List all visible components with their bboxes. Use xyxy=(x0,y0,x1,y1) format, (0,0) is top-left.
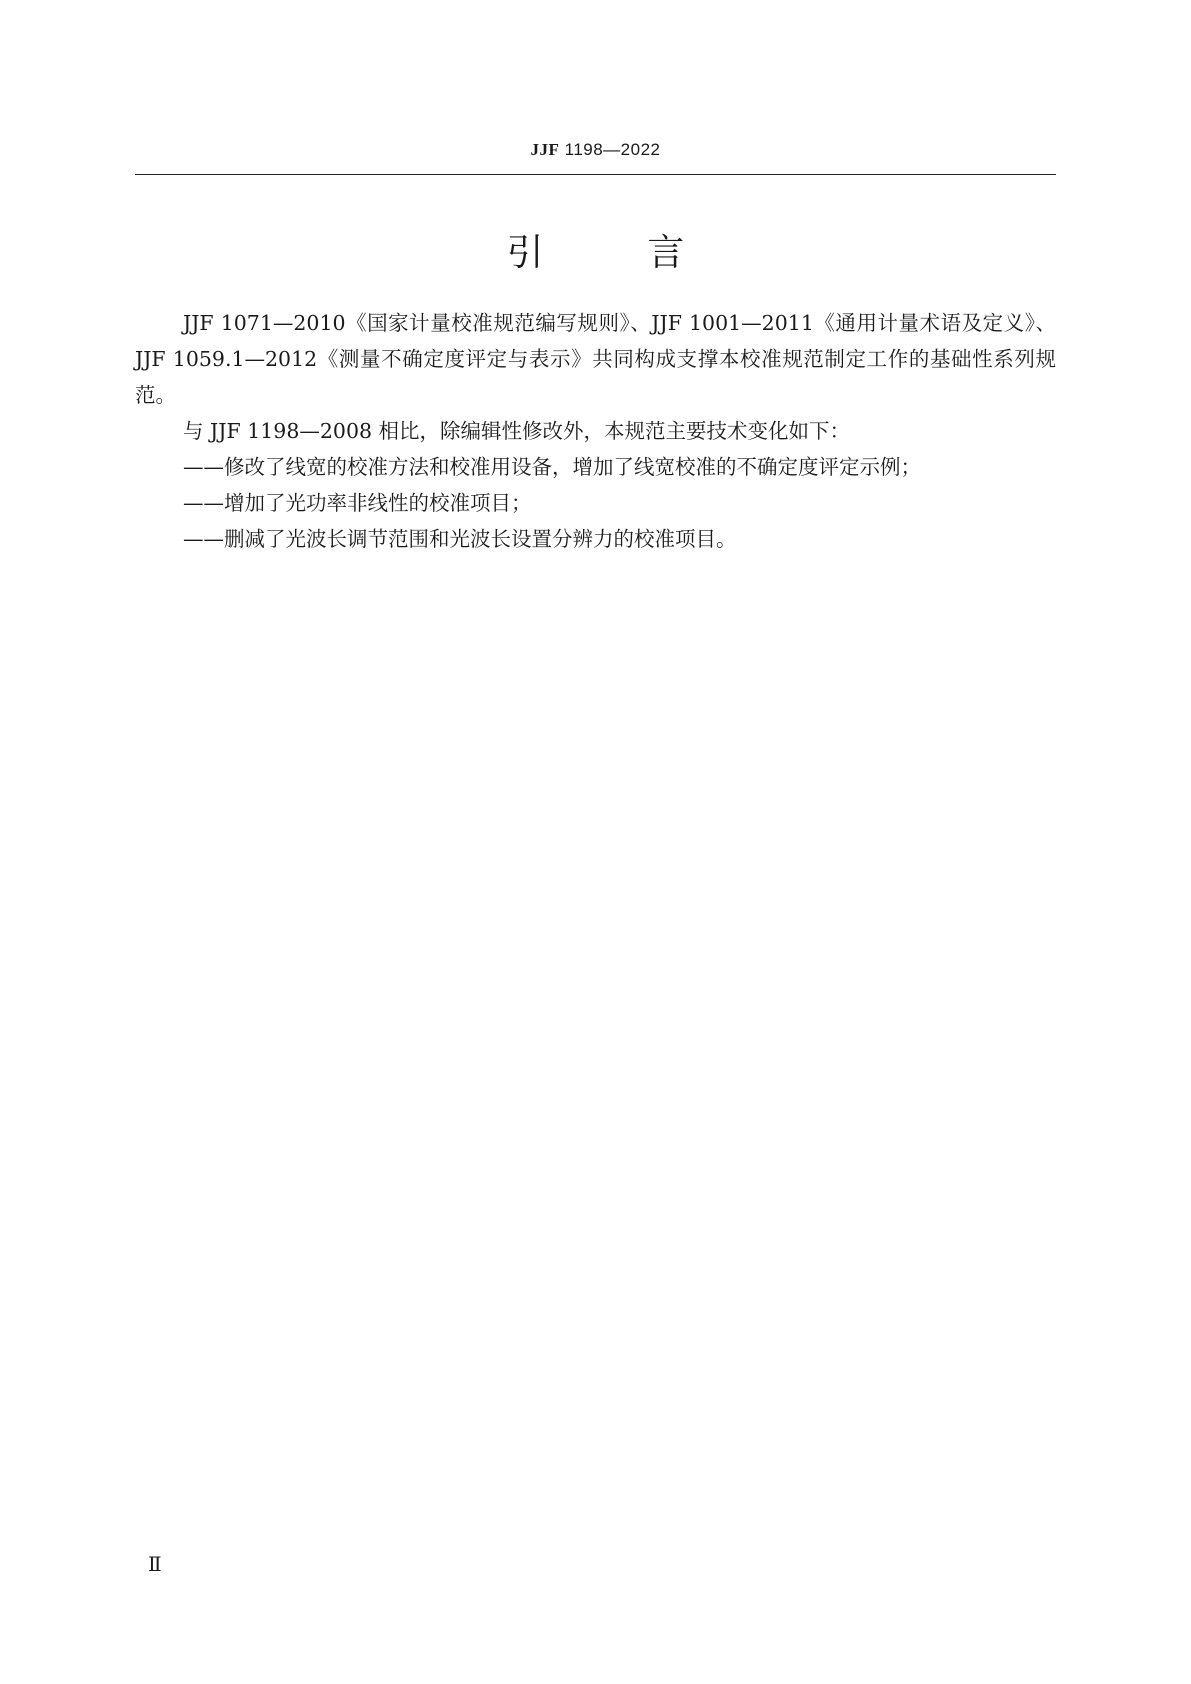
header-divider xyxy=(135,174,1056,175)
change-item-linewidth: ——修改了线宽的校准方法和校准用设备，增加了线宽校准的不确定度评定示例； xyxy=(183,455,921,479)
running-header xyxy=(135,140,1056,160)
change-item-power-nonlinearity: ——增加了光功率非线性的校准项目； xyxy=(183,491,532,515)
header-code-number: 1198—2022 xyxy=(564,140,661,159)
page-number: Ⅱ xyxy=(148,1552,162,1576)
change-item-removed-wavelength: ——删减了光波长调节范围和光波长设置分辨力的校准项目。 xyxy=(183,527,737,551)
paragraph-standards: JJF 1071—2010《国家计量校准规范编写规则》、JJF 1001—2011《通用计量术语及定义》、JJF 1059.1—2012《测量不确定度评定与表示》共同构成支撑本校准规范制定工作的基础性系列规范。 xyxy=(135,311,1056,407)
header-code-prefix: JJF xyxy=(530,140,560,159)
section-title-char-2: 言 xyxy=(647,231,685,274)
section-title xyxy=(135,222,1056,276)
section-title-char-1: 引 xyxy=(506,231,544,274)
body-text xyxy=(135,305,1056,557)
paragraph-changes-intro: 与 JJF 1198—2008 相比，除编辑性修改外，本规范主要技术变化如下： xyxy=(183,419,851,443)
